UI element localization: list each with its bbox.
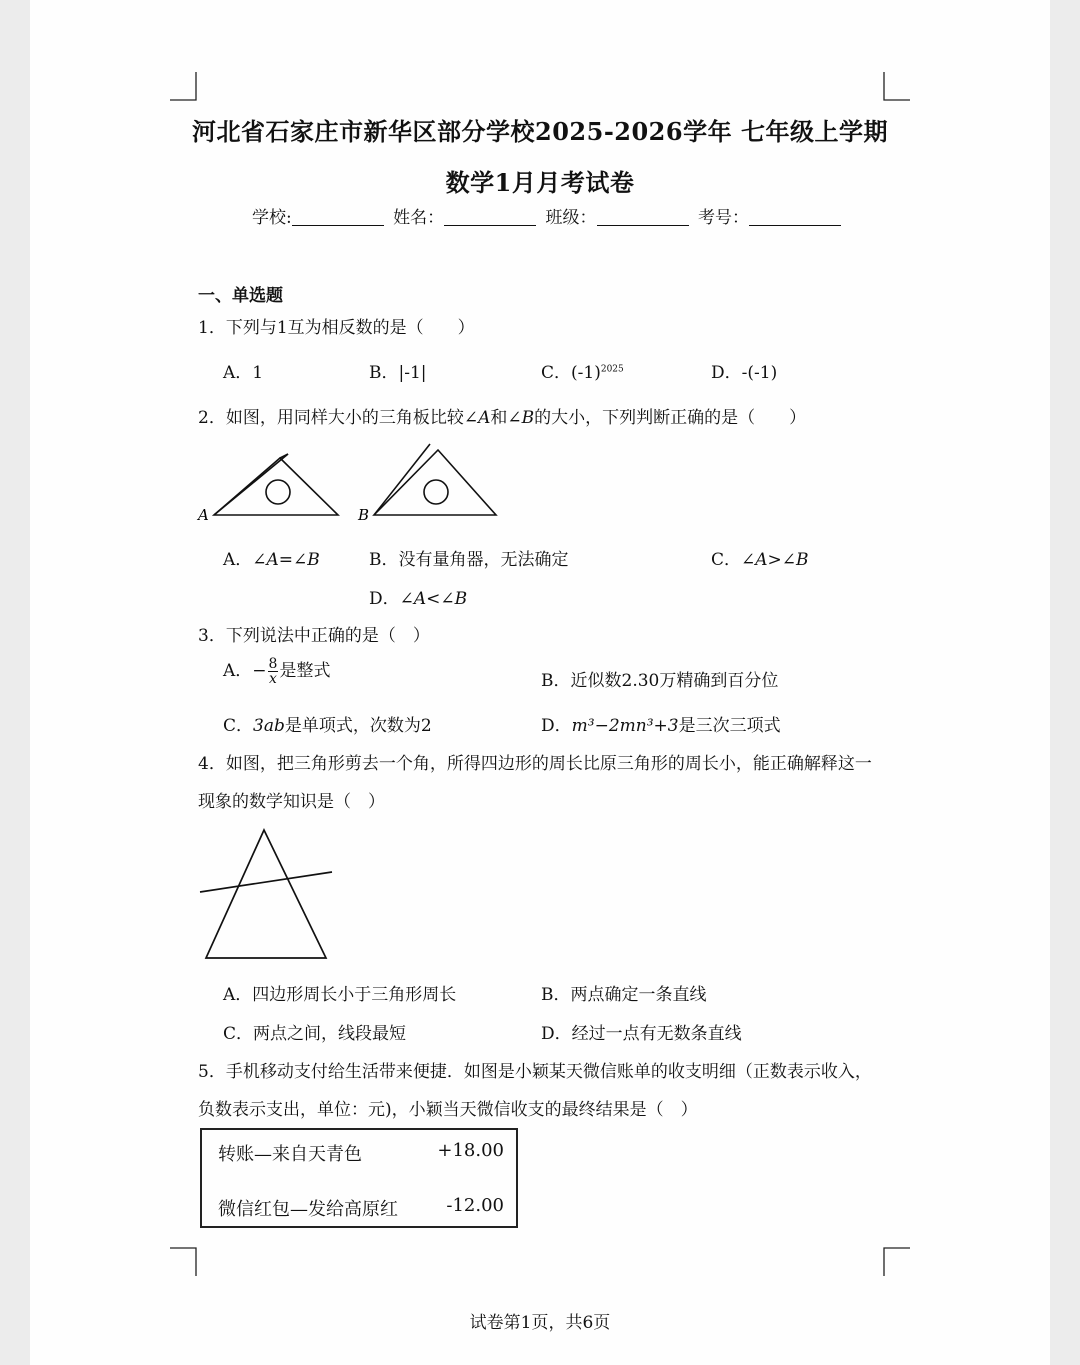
bill-row-2-label: 微信红包—发给高原红 [218, 1199, 398, 1220]
figure-label-a: A [198, 506, 209, 524]
bill-row-1 [218, 1140, 504, 1166]
crop-mark-bottom-right [884, 1248, 910, 1276]
exam-title-line2: 数学1月月考试卷 [445, 168, 635, 197]
page-footer: 试卷第1页，共6页 [469, 1313, 611, 1333]
bill-row-2-amount: -12.00 [446, 1195, 504, 1216]
question-2-stem: 2．如图，用同样大小的三角板比较∠A和∠B的大小，下列判断正确的是（ ） [198, 408, 807, 428]
q3-option-a: A．− $\frac{8}{x}$ 是整式 [223, 656, 331, 687]
q4-option-d: D．经过一点有无数条直线 [541, 1024, 742, 1044]
name-label: 姓名： [393, 208, 445, 228]
q4-cut-triangle-figure [198, 825, 338, 965]
q2-option-d: D．∠A<∠B [369, 589, 468, 609]
question-5-stem-line1: 5．手机移动支付给生活带来便捷．如图是小颖某天微信账单的收支明细（正数表示收入， [198, 1062, 872, 1082]
q4-option-b: B．两点确定一条直线 [541, 985, 707, 1005]
name-blank[interactable] [444, 207, 536, 226]
question-1-stem: 1．下列与1互为相反数的是（ ） [198, 318, 475, 338]
q2-option-b: B．没有量角器，无法确定 [369, 550, 569, 570]
section-title: 一、单选题 [198, 286, 283, 306]
q1-option-a: A．1 [223, 363, 264, 383]
exam-number-label: 考号： [697, 208, 749, 228]
question-4-stem-line1: 4．如图，把三角形剪去一个角，所得四边形的周长比原三角形的周长小，能正确解释这一 [198, 754, 872, 774]
class-blank[interactable] [597, 207, 689, 226]
crop-mark-top-right [884, 72, 910, 100]
q3-option-b: B．近似数2.30万精确到百分位 [541, 671, 779, 691]
figure-label-b: B [358, 506, 370, 524]
q1-option-c: C．$(-1)^{2025}$ [541, 363, 624, 383]
wechat-bill-box [200, 1128, 518, 1228]
bill-row-1-amount: +18.00 [437, 1140, 504, 1161]
q3-option-c: C．3ab是单项式，次数为2 [223, 716, 432, 736]
bill-row-2 [218, 1195, 504, 1221]
question-3-stem: 3．下列说法中正确的是（ ） [198, 626, 430, 646]
q1-option-d: D．-(-1) [711, 363, 778, 383]
q2-triangle-rulers-figure [198, 440, 518, 530]
q1-option-b: B．|-1| [369, 363, 427, 383]
bill-row-1-label: 转账—来自天青色 [218, 1144, 362, 1165]
q4-option-c: C．两点之间，线段最短 [223, 1024, 407, 1044]
exam-number-blank[interactable] [749, 207, 841, 226]
fraction-8-over-x: $\frac{8}{x}$ [268, 656, 278, 687]
school-label: 学校: [252, 208, 292, 228]
crop-mark-top-left [170, 72, 196, 100]
q4-option-a: A．四边形周长小于三角形周长 [223, 985, 457, 1005]
q2-option-c: C．∠A>∠B [711, 550, 809, 570]
exam-title-line1: 河北省石家庄市新华区部分学校2025-2026学年 七年级上学期 [192, 117, 888, 146]
school-blank[interactable] [292, 207, 384, 226]
student-info-line [252, 203, 845, 228]
exam-page [30, 0, 1050, 1365]
question-4-stem-line2: 现象的数学知识是（ ） [198, 792, 385, 812]
q3-option-d: D．m³−2mn³+3是三次三项式 [541, 716, 781, 736]
crop-mark-bottom-left [170, 1248, 196, 1276]
class-label: 班级： [545, 208, 597, 228]
q2-option-a: A．∠A=∠B [223, 550, 320, 570]
question-5-stem-line2: 负数表示支出，单位：元)，小颖当天微信收支的最终结果是（ ） [198, 1100, 698, 1120]
